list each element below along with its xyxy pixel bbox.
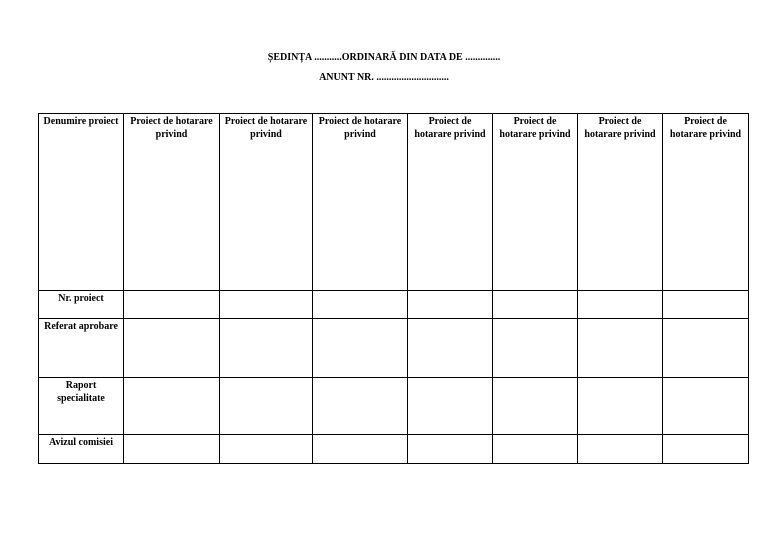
announcement-number: ANUNT NR. ............................. — [319, 72, 449, 83]
table-cell — [408, 435, 493, 464]
table-cell — [493, 319, 578, 378]
table-cell — [408, 378, 493, 435]
header-cell-project-1: Proiect de hotarare privind — [124, 114, 220, 291]
table-cell — [220, 291, 313, 319]
header-cell-project-4: Proiect de hotarare privind — [408, 114, 493, 291]
table-cell — [313, 319, 408, 378]
table-cell — [663, 435, 749, 464]
header-row — [39, 114, 749, 291]
table-cell — [578, 435, 663, 464]
row-nr-proiect — [39, 291, 749, 319]
table-cell — [124, 319, 220, 378]
table-cell — [124, 378, 220, 435]
table-cell — [663, 291, 749, 319]
table-cell — [124, 435, 220, 464]
row-label-nr-proiect: Nr. proiect — [39, 291, 124, 319]
table-cell — [408, 291, 493, 319]
table-cell — [124, 291, 220, 319]
header-cell-project-6: Proiect de hotarare privind — [578, 114, 663, 291]
table-cell — [220, 378, 313, 435]
row-label-raport-specialitate: Raport specialitate — [39, 378, 124, 435]
row-label-referat-aprobare: Referat aprobare — [39, 319, 124, 378]
document-title: ȘEDINȚA ...........ORDINARĂ DIN DATA DE .............. — [267, 52, 501, 63]
table-cell — [578, 291, 663, 319]
table-cell — [493, 435, 578, 464]
table-cell — [313, 378, 408, 435]
table-cell — [493, 378, 578, 435]
table-cell — [493, 291, 578, 319]
row-label-avizul-comisiei: Avizul comisiei — [39, 435, 124, 464]
table-cell — [313, 435, 408, 464]
header-cell-denumire-proiect: Denumire proiect — [39, 114, 124, 291]
header-cell-project-5: Proiect de hotarare privind — [493, 114, 578, 291]
table-cell — [313, 291, 408, 319]
table-cell — [663, 319, 749, 378]
projects-table — [38, 113, 749, 464]
row-avizul-comisiei — [39, 435, 749, 464]
table-cell — [663, 378, 749, 435]
row-raport-specialitate — [39, 378, 749, 435]
table-cell — [408, 319, 493, 378]
table-cell — [220, 319, 313, 378]
header-cell-project-2: Proiect de hotarare privind — [220, 114, 313, 291]
row-referat-aprobare — [39, 319, 749, 378]
header-cell-project-7: Proiect de hotarare privind — [663, 114, 749, 291]
table-cell — [220, 435, 313, 464]
table-cell — [578, 378, 663, 435]
table-cell — [578, 319, 663, 378]
header-cell-project-3: Proiect de hotarare privind — [313, 114, 408, 291]
